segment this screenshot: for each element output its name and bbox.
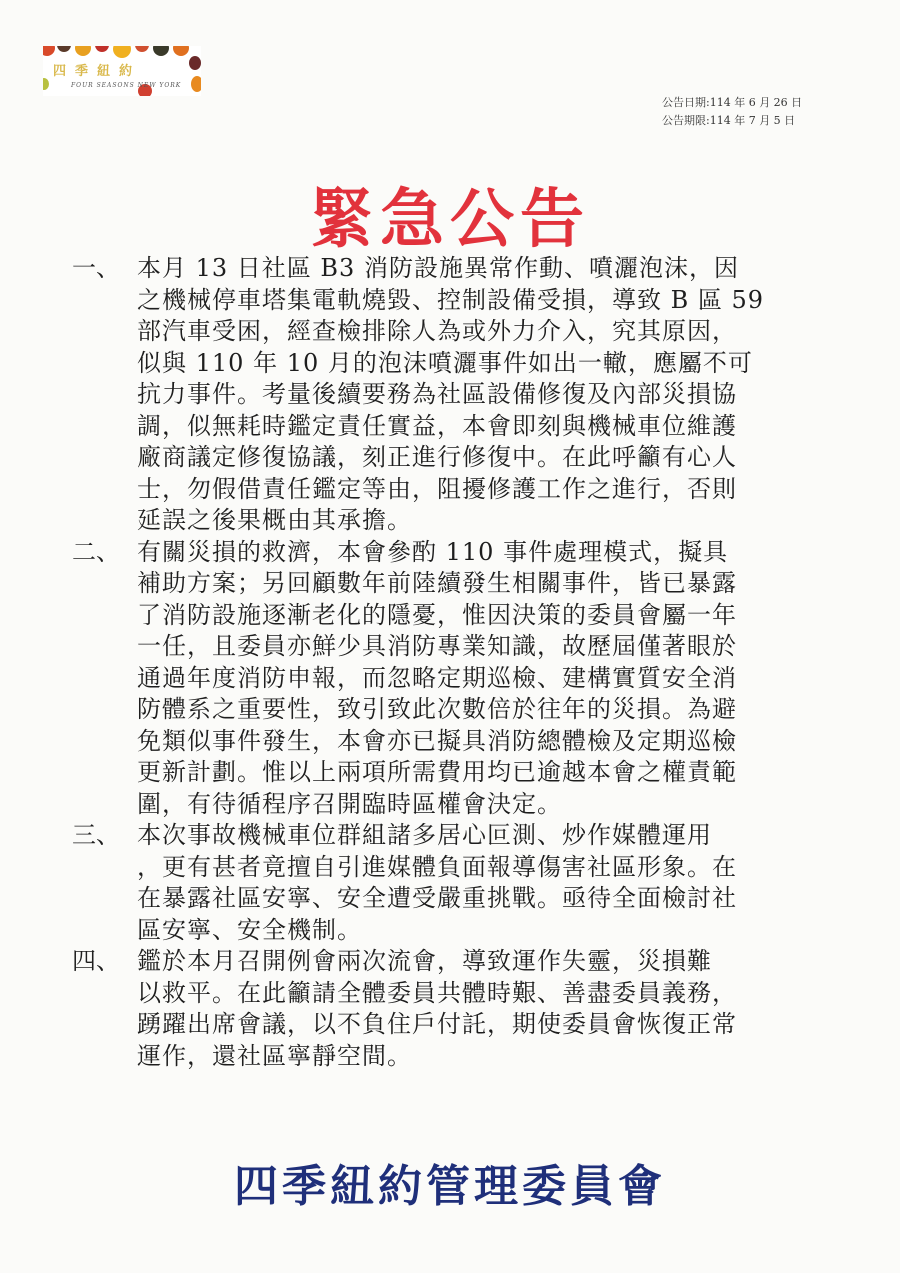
section-2: [72, 537, 852, 821]
text-line: 在暴露社區安寧、安全遭受嚴重挑戰。亟待全面檢討社: [137, 884, 737, 912]
announcement-body: [72, 253, 852, 1072]
text-line: 似與 110 年 10 月的泡沫噴灑事件如出一轍，應屬不可: [137, 348, 753, 377]
section-marker: 三、: [72, 821, 120, 849]
text-line: 廠商議定修復協議，刻正進行修復中。在此呼籲有心人: [137, 443, 737, 471]
text-line: 踴躍出席會議，以不負住戶付託，期使委員會恢復正常: [137, 1010, 737, 1038]
text-line: 運作，還社區寧靜空間。: [137, 1041, 412, 1070]
section-marker: 四、: [72, 947, 120, 975]
section-3: [72, 820, 852, 946]
text-line: 延誤之後果概由其承擔。: [137, 506, 412, 534]
text-line: 免類似事件發生，本會亦已擬具消防總體檢及定期巡檢: [137, 726, 737, 755]
text-line: 有關災損的救濟，本會參酌 110 事件處理模式，擬具: [137, 537, 729, 566]
text-line: 調，似無耗時鑑定責任實益，本會即刻與機械車位維護: [137, 411, 737, 440]
signature-committee: 四季紐約管理委員會: [234, 1161, 666, 1212]
logo-text: 四季紐約: [53, 64, 142, 79]
text-line: 鑑於本月召開例會兩次流會，導致運作失靈，災損難: [137, 947, 712, 975]
text-line: 士，勿假借責任鑑定等由，阻擾修護工作之進行，否則: [137, 474, 737, 503]
logo-subtext: FOUR SEASONS NEW YORK: [71, 82, 182, 89]
text-line: 部汽車受困，經查檢排除人為或外力介入，究其原因，: [137, 317, 737, 345]
text-line: 本月 13 日社區 B3 消防設施異常作動、噴灑泡沫，因: [137, 254, 739, 282]
logo: [43, 46, 201, 96]
text-line: 一任，且委員亦鮮少具消防專業知識，故歷屆僅著眼於: [137, 632, 737, 660]
announce-period: 公告期限:114 年 7 月 5 日: [662, 114, 796, 127]
text-line: 防體系之重要性，致引致此次數倍於往年的災損。為避: [137, 695, 737, 723]
text-line: 通過年度消防申報，而忽略定期巡檢、建構實質安全消: [137, 663, 737, 692]
text-line: 補助方案；另回顧數年前陸續發生相關事件，皆已暴露: [137, 569, 737, 597]
announcement-dates: [662, 94, 802, 130]
text-line: 本次事故機械車位群組諸多居心叵測、炒作媒體運用: [137, 821, 712, 849]
section-marker: 二、: [72, 537, 120, 566]
section-marker: 一、: [72, 254, 120, 282]
page-title: 緊急公告: [310, 182, 590, 257]
text-line: 抗力事件。考量後續要務為社區設備修復及內部災損協: [137, 380, 737, 408]
announce-date: 公告日期:114 年 6 月 26 日: [662, 96, 803, 109]
section-1: [72, 253, 852, 537]
text-line: 以救平。在此籲請全體委員共體時艱、善盡委員義務，: [137, 978, 737, 1007]
text-line: 之機械停車塔集電軌燒毀、控制設備受損，導致 B 區 59: [137, 285, 765, 314]
text-line: 了消防設施逐漸老化的隱憂，惟因決策的委員會屬一年: [137, 600, 737, 629]
text-line: 區安寧、安全機制。: [137, 915, 362, 944]
text-line: ，更有甚者竟擅自引進媒體負面報導傷害社區形象。在: [137, 852, 737, 881]
text-line: 更新計劃。惟以上兩項所需費用均已逾越本會之權責範: [137, 758, 737, 786]
text-line: 圍，有待循程序召開臨時區權會決定。: [137, 789, 562, 818]
section-4: [72, 946, 852, 1072]
